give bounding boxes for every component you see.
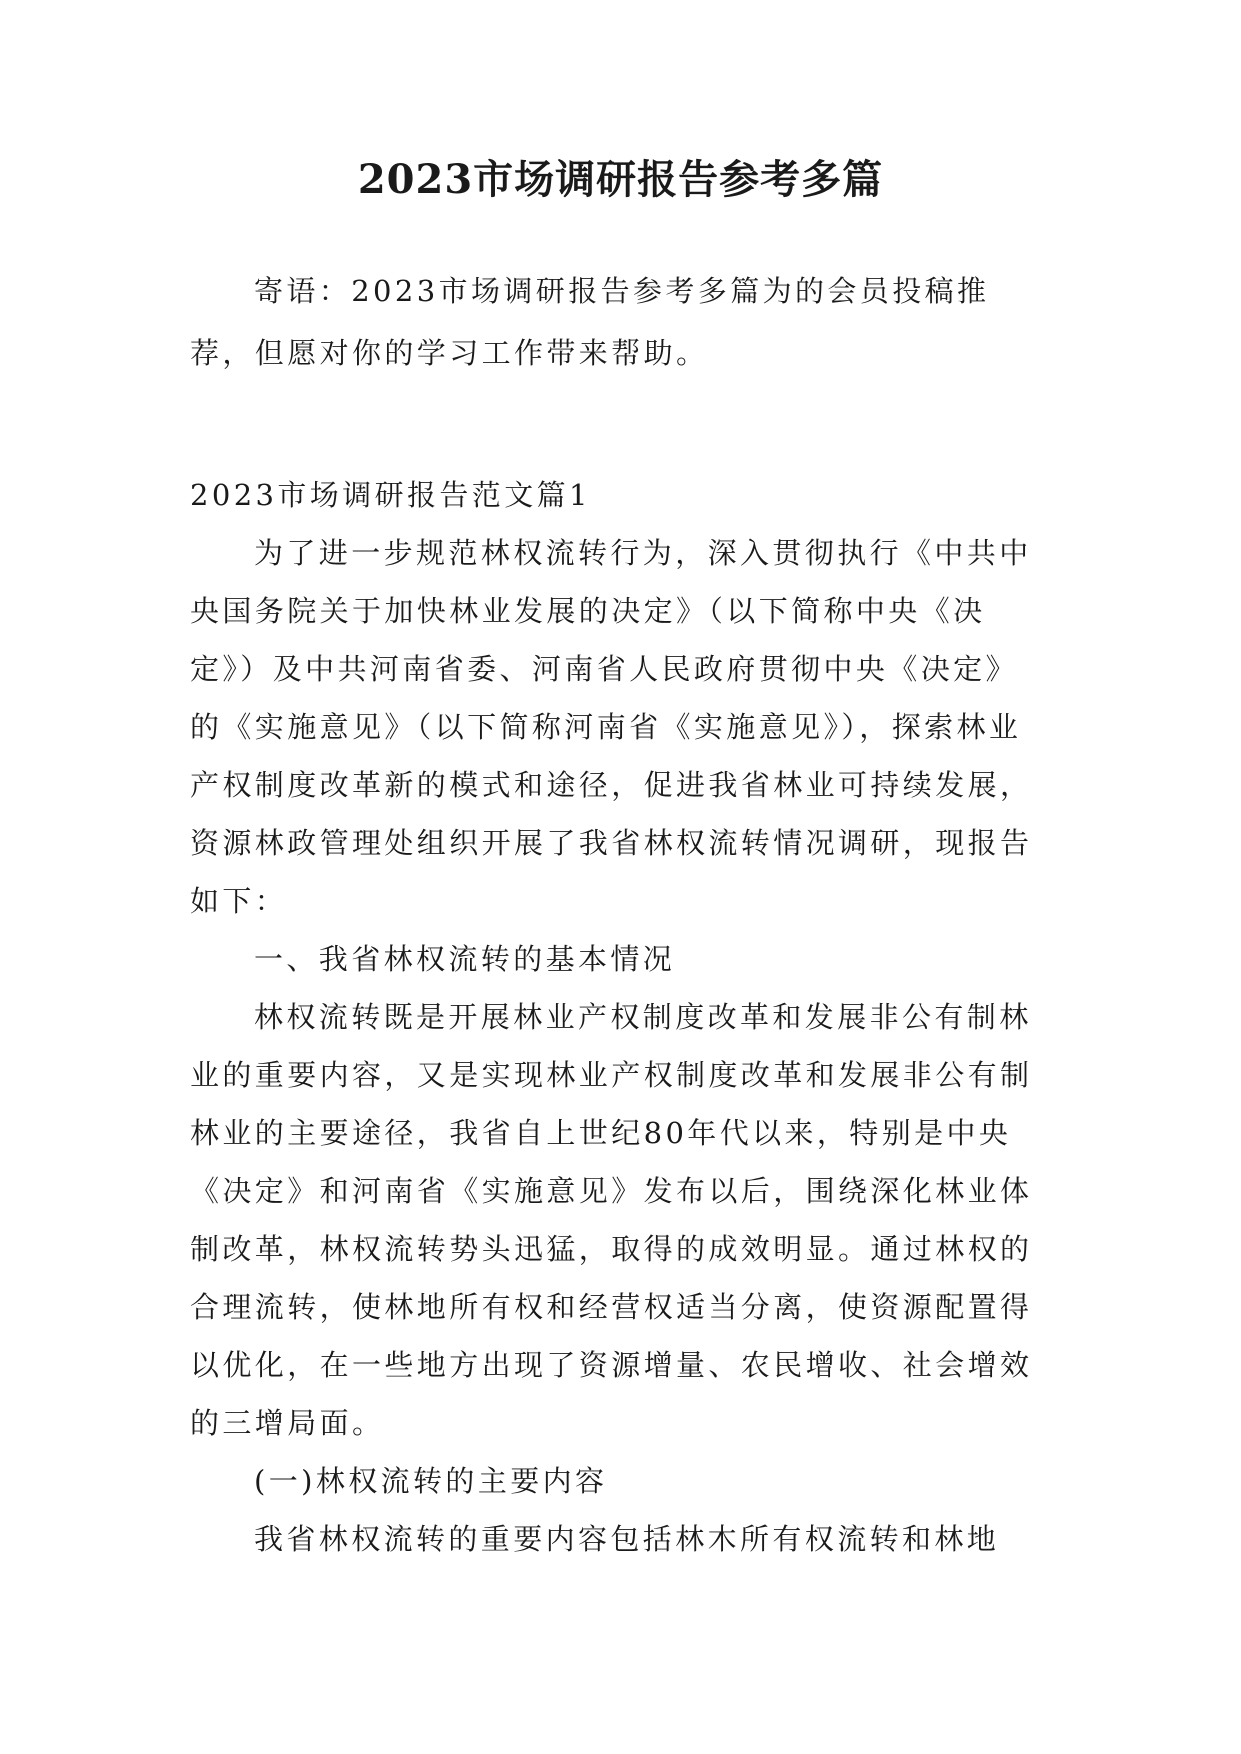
preface-paragraph: 寄语：2023市场调研报告参考多篇为的会员投稿推荐，但愿对你的学习工作带来帮助。 [190,274,990,370]
subheading-1: 一、我省林权流转的基本情况 [254,942,676,976]
body-paragraph-3: 我省林权流转的重要内容包括林木所有权流转和林地 [254,1522,1000,1556]
subheading-1a: (一)林权流转的主要内容 [254,1464,608,1498]
document-title: 2023市场调研报告参考多篇 [357,156,884,203]
section-heading: 2023市场调研报告范文篇1 [190,478,591,512]
body-paragraph-1: 为了进一步规范林权流转行为，深入贯彻执行《中共中央国务院关于加快林业发展的决定》（以下简称中央《决定》）及中共河南省委、河南省人民政府贯彻中央《决定》的《实施意见》（以下简称河南省《实施意见》），探索林业产权制度改革新的模式和途径，促进我省林业可持续发展，资源林政管理处组织开展了我省林权流转情况调研，现报告如下： [190,536,1033,918]
body-paragraph-2: 林权流转既是开展林业产权制度改革和发展非公有制林业的重要内容，又是实现林业产权制度改革和发展非公有制林业的主要途径，我省自上世纪80年代以来，特别是中央《决定》和河南省《实施意见》发布以后，围绕深化林业体制改革，林权流转势头迅猛，取得的成效明显。通过林权的合理流转，使林地所有权和经营权适当分离，使资源配置得以优化，在一些地方出现了资源增量、农民增收、社会增效的三增局面。 [190,1000,1033,1440]
